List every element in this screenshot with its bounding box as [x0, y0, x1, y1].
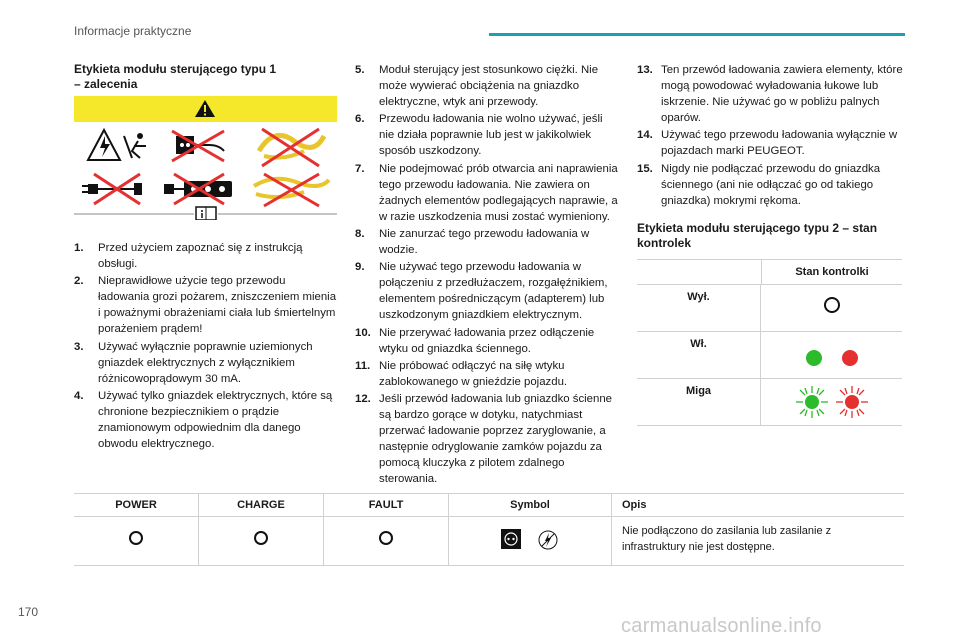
no-power-icon [537, 529, 559, 551]
table-row [637, 285, 902, 332]
column-header: CHARGE [199, 494, 324, 516]
list-item: 15. Nigdy nie podłączać przewodu do gniazdka ściennego (ani nie odłączać go od takiego gniazdka) mokrymi rękoma. [637, 162, 881, 207]
led-red-icon [842, 350, 858, 366]
description-cell: Nie podłączono do zasilania lub zasilanie z infrastruktury nie jest dostępne. [622, 525, 832, 553]
list-item: 2. Nieprawidłowe użycie tego przewodu ładowania grozi pożarem, zniszczeniem mienia i poważnymi obrażeniami ciała lub śmiertelnym porażeniem prądem! [74, 275, 337, 336]
list-item: 9. Nie używać tego przewodu ładowania w połączeniu z przedłużaczem, rozgałęźnikiem, elementem pośredniczącym (adapterem) lub uszkodzonym gniazdkiem elektrycznym. [355, 261, 608, 322]
table-header: Stan kontrolki [795, 266, 869, 278]
section-title-type2: Etykieta modułu sterującego typu 2 – stan kontrolek [637, 221, 878, 250]
led-blink-indicator [761, 379, 902, 425]
extension-cord-crossed-icon [82, 174, 142, 204]
list-item: 12. Jeśli przewód ładowania lub gniazdko ścienne są bardzo gorące w dotyku, natychmiast przerwać ładowanie poprzez zaryglowanie, a następnie odryglowanie zamków pojazdu za pomocą kluczyka z pilotem zdalnego sterowania. [355, 392, 613, 486]
list-item: 7. Nie podejmować prób otwarcia ani naprawienia tego przewodu ładowania. Nie zawiera on żadnych elementów podlegających naprawie, a w razie uszkodzenia musi zostać wymieniony. [355, 162, 618, 223]
warning-triangle-icon [195, 100, 215, 117]
recommendations-list-2 [355, 62, 620, 488]
manual-book-icon [196, 207, 216, 220]
list-item: 6. Przewodu ładowania nie wolno używać, jeśli nie działa poprawnie lub jest w jakikolwiek sposób uszkodzony. [355, 113, 603, 158]
socket-crossed-icon [172, 131, 224, 161]
table-row [637, 379, 902, 426]
warning-label-illustration [74, 96, 337, 220]
list-item: 13. Ten przewód ładowania zawiera elementy, które mogą powodować wyładowania łukowe lub iskrzenie. Nie używać go w pobliżu palnych oparów. [637, 64, 903, 125]
list-item: 8. Nie zanurzać tego przewodu ładowania w wodzie. [355, 227, 590, 257]
column-header: Symbol [449, 494, 612, 516]
led-green-icon [806, 350, 822, 366]
row-label: Wył. [637, 285, 761, 331]
led-status-table [637, 259, 902, 426]
column-header: POWER [74, 494, 199, 516]
row-label: Wł. [637, 332, 761, 378]
list-item: 3. Używać wyłącznie poprawnie uziemionych gniazdek elektrycznych z wyłącznikiem różnicowoprądowym 30 mA. [74, 340, 313, 385]
table-row [637, 332, 902, 379]
column-header: Opis [622, 499, 647, 511]
section-header: Informacje praktyczne [74, 24, 192, 38]
socket-icon [501, 529, 521, 549]
table-row [74, 517, 904, 566]
watermark: carmanualsonline.info [621, 615, 822, 637]
table-header-row [637, 260, 902, 285]
page-number: 170 [18, 605, 39, 619]
fault-led-cell [324, 517, 449, 565]
adapter-crossed-icon [254, 174, 329, 206]
section-title-type1: Etykieta modułu sterującego typu 1 – zalecenia [74, 62, 277, 91]
led-red-blinking-icon [835, 385, 869, 419]
list-item: 14. Używać tego przewodu ładowania wyłącznie w pojazdach marki PEUGEOT. [637, 129, 898, 158]
led-off-indicator [761, 285, 902, 331]
led-off-icon [254, 531, 268, 545]
led-off-icon [129, 531, 143, 545]
list-item: 1. Przed użyciem zapoznać się z instrukcją obsługi. [74, 242, 303, 271]
status-table [74, 493, 904, 566]
recommendations-list-3 [637, 62, 905, 210]
power-strip-crossed-icon [164, 174, 232, 204]
led-off-icon [824, 297, 840, 313]
list-item: 5. Moduł sterujący jest stosunkowo ciężki. Nie może wywierać obciążenia na gniazdko elektryczne, wtyk ani przewody. [355, 64, 599, 109]
table-header-row [74, 494, 904, 517]
list-item: 11. Nie próbować odłączyć na siłę wtyku zablokowanego w gnieździe pojazdu. [355, 359, 568, 388]
recommendations-list-1 [74, 240, 339, 453]
symbol-cell [449, 517, 612, 565]
row-label: Miga [637, 379, 761, 425]
power-led-cell [74, 517, 199, 565]
led-on-indicator [761, 332, 902, 378]
electric-shock-icon [88, 130, 146, 160]
charge-led-cell [199, 517, 324, 565]
warning-icons [74, 96, 337, 220]
led-green-blinking-icon [795, 385, 829, 419]
column-header: FAULT [324, 494, 449, 516]
list-item: 10. Nie przerywać ładowania przez odłączenie wtyku od gniazdka ściennego. [355, 326, 595, 355]
list-item: 4. Używać tylko gniazdek elektrycznych, które są chronione bezpiecznikiem o prądzie znamionowym odpowiednim dla danego obwodu elektrycznego. [74, 389, 333, 451]
header-accent-bar [489, 33, 905, 36]
wet-cable-crossed-icon [259, 129, 324, 166]
led-off-icon [379, 531, 393, 545]
